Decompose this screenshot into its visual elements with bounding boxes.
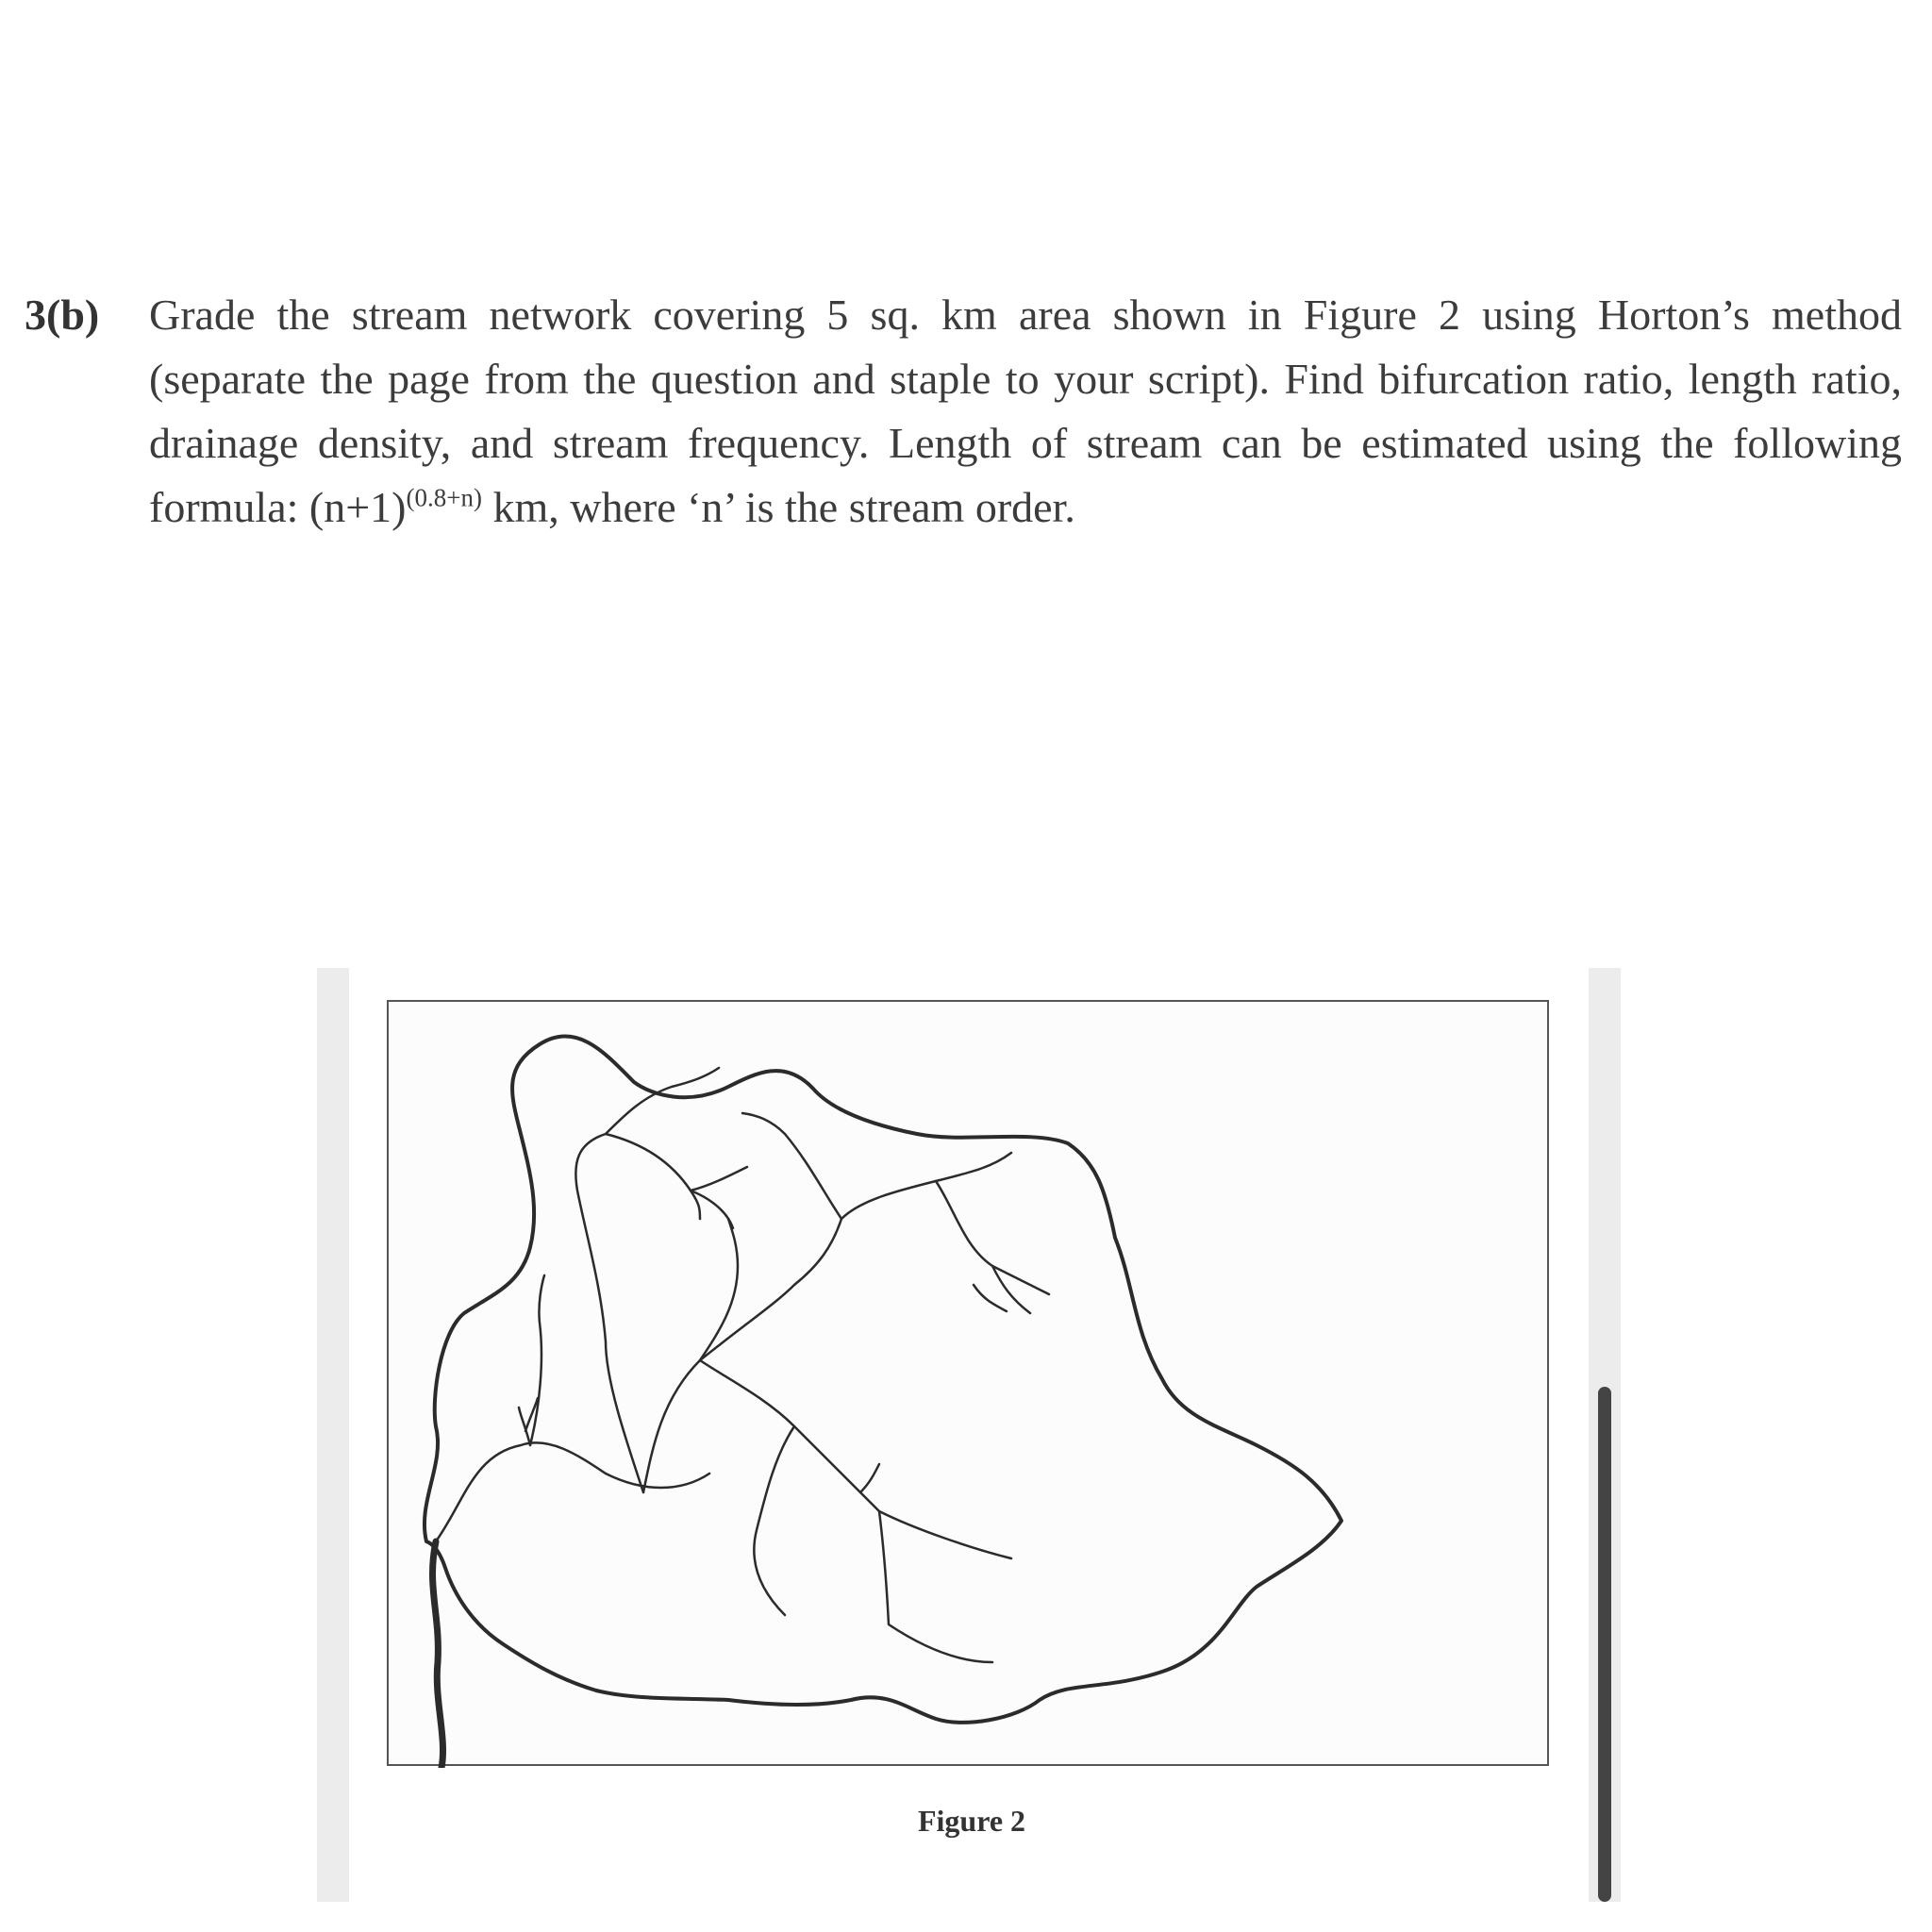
question-block xyxy=(25,283,1902,540)
question-number: 3(b) xyxy=(25,291,100,339)
page-edge-left xyxy=(317,968,349,1902)
stream-left-tributary xyxy=(436,1442,709,1541)
stream-small-tick-1 xyxy=(860,1464,879,1492)
stream-upper-branch-a xyxy=(606,1134,700,1219)
question-text-end: km, where ‘n’ is the stream order. xyxy=(481,483,1075,531)
stream-central-spine xyxy=(643,1219,841,1492)
scrollbar-thumb[interactable] xyxy=(1598,1387,1611,1902)
stream-small-tick-2 xyxy=(974,1285,1007,1311)
stream-mid-branch xyxy=(700,1219,738,1360)
stream-lower-left xyxy=(754,1426,794,1615)
stream-left-valley xyxy=(575,1134,643,1492)
stream-left-upper xyxy=(530,1275,544,1445)
question-text-main: Grade the stream network covering 5 sq. km area shown in Figure 2 using Horton’s method (separate the page from the question and staple to your script). Find bifurcation ratio, length ratio, drainage density, and stream frequency. Length of stream can be estimated using the following formula: (n+1) xyxy=(149,291,1902,531)
stream-right-branch-a xyxy=(936,1181,1049,1294)
stream-upper-right xyxy=(742,1113,841,1219)
stream-upper-branch-c xyxy=(606,1068,719,1134)
stream-lower-mid xyxy=(700,1360,1011,1558)
figure-caption: Figure 2 xyxy=(917,1804,1026,1838)
outlet-main-channel xyxy=(433,1541,443,1768)
stream-network-drawing xyxy=(389,1002,1551,1768)
figure-frame xyxy=(387,1000,1549,1766)
watershed-boundary xyxy=(425,1036,1341,1722)
stream-right-spine xyxy=(841,1153,1011,1219)
question-text xyxy=(149,283,1902,540)
formula-exponent: (0.8+n) xyxy=(406,483,482,512)
